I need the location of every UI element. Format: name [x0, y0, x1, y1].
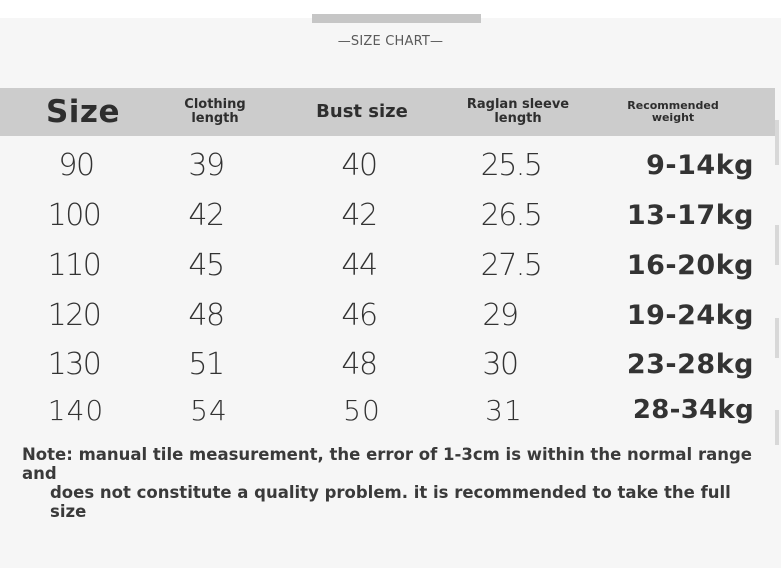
cell-raglan-sleeve-length: 30 — [482, 346, 518, 382]
cell-raglan-sleeve-length: 29 — [482, 297, 518, 333]
cell-clothing-length: 42 — [188, 197, 224, 233]
table-row — [0, 295, 781, 335]
bottom-strip — [0, 568, 781, 586]
cell-bust-size: 48 — [341, 346, 377, 382]
cell-size: 100 — [47, 197, 101, 233]
table-row — [0, 390, 781, 430]
cell-bust-size: 40 — [341, 147, 377, 183]
header-bust-size: Bust size — [316, 100, 408, 122]
cell-size: 120 — [47, 297, 101, 333]
header-size: Size — [45, 93, 121, 130]
cell-size: 130 — [47, 346, 101, 382]
size-chart-title: —SIZE CHART— — [337, 34, 444, 49]
edge-mark — [775, 120, 779, 165]
edge-mark — [775, 410, 779, 445]
header-recommended-weight: Recommended weight — [627, 99, 719, 124]
cell-recommended-weight: 13-17kg — [626, 199, 754, 231]
cell-clothing-length: 51 — [188, 346, 224, 382]
note-line-1: Note: manual tile measurement, the error of 1-3cm is within the normal range and — [22, 445, 752, 483]
table-row — [0, 344, 781, 384]
cell-recommended-weight: 23-28kg — [626, 348, 754, 380]
top-tab-bar — [312, 14, 481, 23]
cell-recommended-weight: 28-34kg — [632, 395, 754, 425]
note-line-2: does not constitute a quality problem. it is recommended to take the full size — [50, 483, 731, 521]
cell-bust-size: 46 — [341, 297, 377, 333]
table-row — [0, 145, 781, 185]
cell-bust-size: 44 — [341, 247, 377, 283]
table-row — [0, 195, 781, 235]
header-raglan-sleeve-length: Raglan sleeve length — [466, 97, 570, 126]
edge-mark — [775, 225, 779, 265]
cell-raglan-sleeve-length: 31 — [485, 393, 523, 427]
cell-raglan-sleeve-length: 27.5 — [480, 247, 542, 283]
cell-size: 140 — [47, 393, 105, 427]
edge-mark — [775, 318, 779, 358]
cell-clothing-length: 39 — [188, 147, 224, 183]
cell-raglan-sleeve-length: 26.5 — [480, 197, 542, 233]
cell-clothing-length: 45 — [188, 247, 224, 283]
cell-bust-size: 50 — [343, 393, 381, 427]
cell-clothing-length: 48 — [188, 297, 224, 333]
cell-raglan-sleeve-length: 25.5 — [480, 147, 542, 183]
cell-size: 110 — [47, 247, 101, 283]
table-header — [0, 88, 775, 136]
measurement-note — [22, 445, 762, 521]
cell-recommended-weight: 16-20kg — [626, 249, 754, 281]
cell-recommended-weight: 19-24kg — [626, 299, 754, 331]
cell-recommended-weight: 9-14kg — [646, 149, 754, 181]
cell-bust-size: 42 — [341, 197, 377, 233]
cell-size: 90 — [58, 147, 94, 183]
header-clothing-length: Clothing length — [184, 97, 246, 126]
cell-clothing-length: 54 — [190, 393, 228, 427]
table-row — [0, 245, 781, 285]
